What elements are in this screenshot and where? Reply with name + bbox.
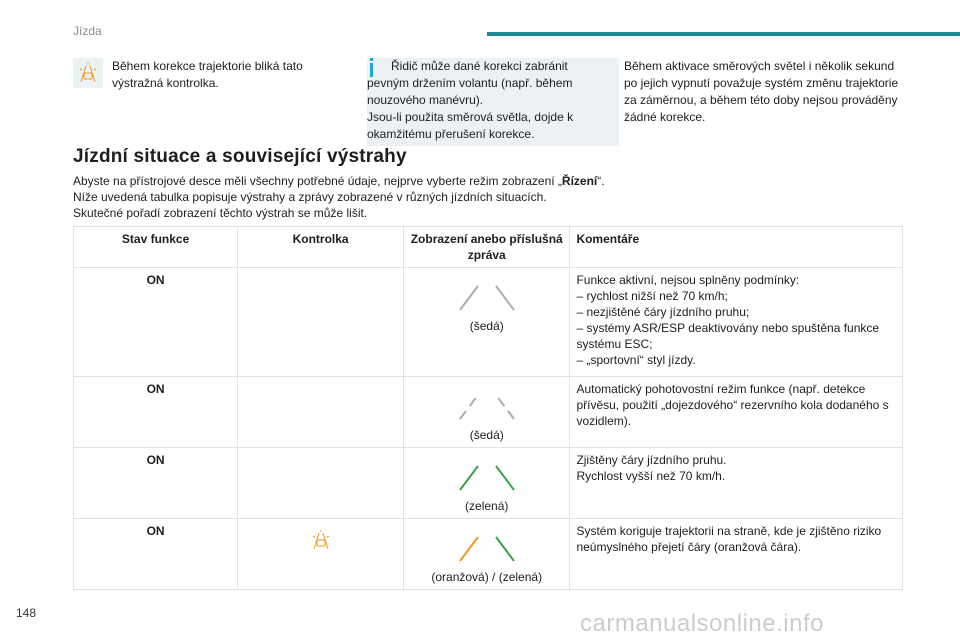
intro-text: Abyste na přístrojové desce měli všechny potřebné údaje, nejprve vyberte režim zobrazení „	[73, 174, 562, 188]
right-note: Během aktivace směrových světel i několik sekund po jejich vypnutí považuje systém změnu trajektorie za záměrnou, a během této doby nejsou prováděny žádné korekce.	[624, 59, 899, 124]
info-line: Řidič může dané korekci zabránit pevným držením volantu (např. během nouzového manévru).	[367, 59, 573, 107]
table-row	[74, 448, 903, 519]
comment-line: Automatický pohotovostní režim funkce (např. detekce přívěsu, použití „dojezdového“ rezervního kola dodaného s vozidlem).	[576, 382, 889, 428]
intro-bold: Řízení	[561, 174, 598, 188]
comment-line: Rychlost vyšší než 70 km/h.	[576, 469, 726, 483]
comment-line: – nezjištěné čáry jízdního pruhu;	[576, 305, 750, 319]
table-row	[74, 268, 903, 377]
table-row	[74, 377, 903, 448]
column-header: Komentáře	[570, 227, 903, 268]
display-cell	[404, 377, 570, 448]
indicator-cell	[238, 448, 404, 519]
lane-lines-gray-icon	[452, 280, 522, 314]
lane-lines-dashed-gray-icon	[452, 389, 522, 423]
indicator-cell	[238, 268, 404, 377]
display-caption: (oranžová) / (zelená)	[431, 570, 543, 584]
display-cell	[404, 448, 570, 519]
comment-cell	[570, 519, 903, 590]
state-cell: ON	[74, 377, 238, 448]
lane-warning-icon	[306, 525, 336, 555]
intro-text: “.	[597, 174, 605, 188]
column-header: Kontrolka	[238, 227, 404, 268]
state-cell: ON	[74, 448, 238, 519]
section-intro	[73, 173, 633, 221]
column-header: Stav funkce	[74, 227, 238, 268]
comment-line: – „sportovní“ styl jízdy.	[576, 353, 696, 367]
comment-line: Funkce aktivní, nejsou splněny podmínky:	[576, 273, 800, 287]
section-title: Jízdní situace a související výstrahy	[73, 146, 407, 167]
header-section-label: Jízda	[73, 24, 102, 38]
display-caption: (zelená)	[465, 499, 509, 513]
lane-lines-orange-green-icon	[452, 531, 522, 565]
header-accent-bar	[487, 32, 960, 36]
alerts-table	[73, 226, 903, 590]
lane-warning-icon	[73, 58, 103, 88]
display-caption: (šedá)	[469, 319, 504, 333]
comment-cell	[570, 448, 903, 519]
display-caption: (šedá)	[469, 428, 504, 442]
comment-line: Systém koriguje trajektorii na straně, kde je zjištěno riziko neúmyslného přejetí čáry (oranžová čára).	[576, 524, 882, 554]
intro-text: Níže uvedená tabulka popisuje výstrahy a zprávy zobrazené v různých jízdních situacích.	[73, 190, 547, 204]
column-header: Zobrazení anebo příslušná zpráva	[404, 227, 570, 268]
info-note-text	[367, 58, 619, 143]
display-cell	[404, 519, 570, 590]
indicator-cell	[238, 519, 404, 590]
table-row	[74, 519, 903, 590]
info-line: Jsou-li použita směrová světla, dojde k okamžitému přerušení korekce.	[367, 110, 574, 141]
table-header-row	[74, 227, 903, 268]
comment-line: – systémy ASR/ESP deaktivovány nebo spuštěna funkce systému ESC;	[576, 321, 880, 351]
comment-line: – rychlost nižší než 70 km/h;	[576, 289, 728, 303]
watermark: carmanualsonline.info	[580, 610, 824, 637]
page-number: 148	[16, 606, 37, 620]
warning-note-text: Během korekce trajektorie bliká tato výstražná kontrolka.	[112, 59, 303, 90]
comment-cell	[570, 377, 903, 448]
display-cell	[404, 268, 570, 377]
info-note	[367, 58, 619, 146]
comment-line: Zjištěny čáry jízdního pruhu.	[576, 453, 727, 467]
intro-text: Skutečné pořadí zobrazení těchto výstrah se může lišit.	[73, 206, 368, 220]
comment-cell	[570, 268, 903, 377]
indicator-cell	[238, 377, 404, 448]
lane-lines-green-icon	[452, 460, 522, 494]
state-cell: ON	[74, 519, 238, 590]
state-cell: ON	[74, 268, 238, 377]
